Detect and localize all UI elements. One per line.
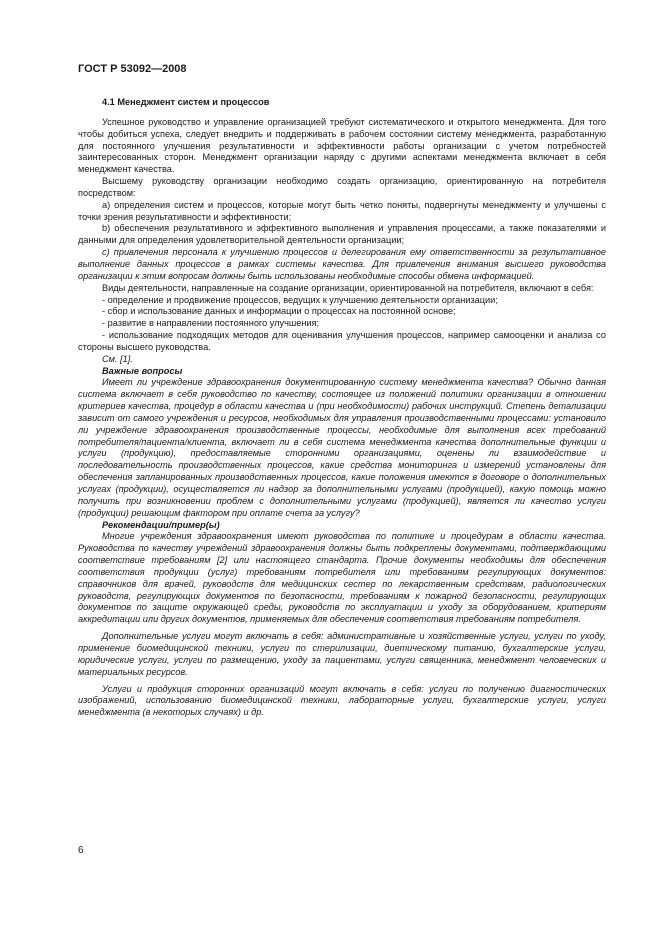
paragraph: Имеет ли учреждение здравоохранения документированную систему менеджмента качества? Обычно данная система включает в себя руководство по качеству, состоящее из положений политики организации в отношении критериев качества, процедур в области качества и (при необходимости) рабочих инструкций. Степень детализации зависит от самого учреждения и ресурсов, необходимых для управления производственными процессами: установило ли учреждение здравоохранения производственные процессы, необходимые для выполнения всех требований потребителя/пациента/клиента, включает ли в себя система менеджмента качества дополнительные функции и услуги (продукцию), предоставляемые сторонними организациями, оценены ли взаимодействие и последовательность производственных процессов, какие средства мониторинга и измерений установлены для обеспечения запланированных производственных процессов, какие положения имеются в договоре о дополнительных услугах (продукции), осуществляется ли надзор за дополнительными услугами (продукцией), какую помощь можно получить при возникновении проблем с дополнительными услугами (продукцией), является ли качество услуги (продукции) решающим фактором при оплате счета за услугу? xyxy=(78,377,606,518)
paragraph: Высшему руководству организации необходимо создать организацию, ориентированную на потребителя посредством: xyxy=(78,176,606,198)
paragraph: Многие учреждения здравоохранения имеют руководства по политике и процедурам в области качества. Руководства по качеству учреждений здравоохранения должны быть подкреплены документами, подтверждающими соответствие требованиям [2] или настоящего стандарта. Прочие документы необходимы для обеспечения соответствия продукции (услуг) требованиям потребителя или требованиям регулирующих документов: справочников для врачей, руководств для медицинских сестер по лекарственным средствам, радиологических руководств, регулирующих документов по безопасности, требованиям к пожарной безопасности, регулирующих документов по защите окружающей среды, руководств по эксплуатации и уходу за оборудованием, критериям аккредитации или других документов, применяемых для обеспечения соответствия требованиям потребителя. xyxy=(78,531,606,625)
bullet-item: - сбор и использование данных и информации о процессах на постоянной основе; xyxy=(102,306,456,317)
list-item: c) привлечения персонала к улучшению процессов и делегирования ему ответственности за результативное выполнение данных процессов в рамках системы качества. Для привлечения внимания высшего руководства организации к этим вопросам должны быть использованы необходимые способы обмена информацией. xyxy=(78,247,606,281)
paragraph: Дополнительные услуги могут включать в себя: административные и хозяйственные услуги, услуги по уходу, применение биомедицинской техники, услуги по стерилизации, диетическому питанию, бухгалтерские услуги, юридические услуги, услуги по размещению, уходу за пациентами, услуги священника, менеджмент человеческих и материальных ресурсов. xyxy=(78,631,606,677)
paragraph: Успешное руководство и управление организацией требуют систематического и открытого менеджмента. Для того чтобы добиться успеха, следует внедрить и поддерживать в рабочем состоянии систему менеджмента, разработанную для постоянного улучшения результативности и эффективности работы организации с учетом потребностей заинтересованных сторон. Менеджмент организации наряду с другими аспектами менеджмента включает в себя менеджмент качества. xyxy=(78,116,606,175)
bullet-item: - развитие в направлении постоянного улучшения; xyxy=(102,318,320,329)
bullet-item: - использование подходящих методов для оценивания улучшения процессов, например самооценки и анализа со стороны высшего руководства. xyxy=(78,330,606,352)
page-number: 6 xyxy=(78,845,84,856)
bullet-item: - определение и продвижение процессов, ведущих к улучшению деятельности организации; xyxy=(102,294,498,305)
paragraph: Виды деятельности, направленные на создание организации, ориентированной на потребителя, включают в себя: xyxy=(102,282,594,293)
subheading-recommendations: Рекомендации/пример(ы) xyxy=(102,519,220,530)
list-item: a) определения систем и процессов, которые могут быть четко поняты, подвергнуты менеджменту и улучшены с точки зрения результативности и эффективности; xyxy=(78,199,606,222)
section-title: 4.1 Менеджмент систем и процессов xyxy=(102,97,270,107)
reference-note: См. [1]. xyxy=(102,353,133,364)
list-item: b) обеспечения результативного и эффективного выполнения и управления процессами, а также показателями и данными для определения удовлетворительной деятельности организации; xyxy=(78,223,606,246)
document-body xyxy=(78,97,606,719)
standard-header: ГОСТ Р 53092—2008 xyxy=(78,63,187,75)
subheading-important-questions: Важные вопросы xyxy=(102,365,183,376)
paragraph: Услуги и продукция сторонних организаций могут включать в себя: услуги по получению диагностических изображений, использованию биомедицинской техники, лабораторные услуги, бухгалтерские услуги, услуги менеджмента (в некоторых случаях) и др. xyxy=(78,683,606,718)
